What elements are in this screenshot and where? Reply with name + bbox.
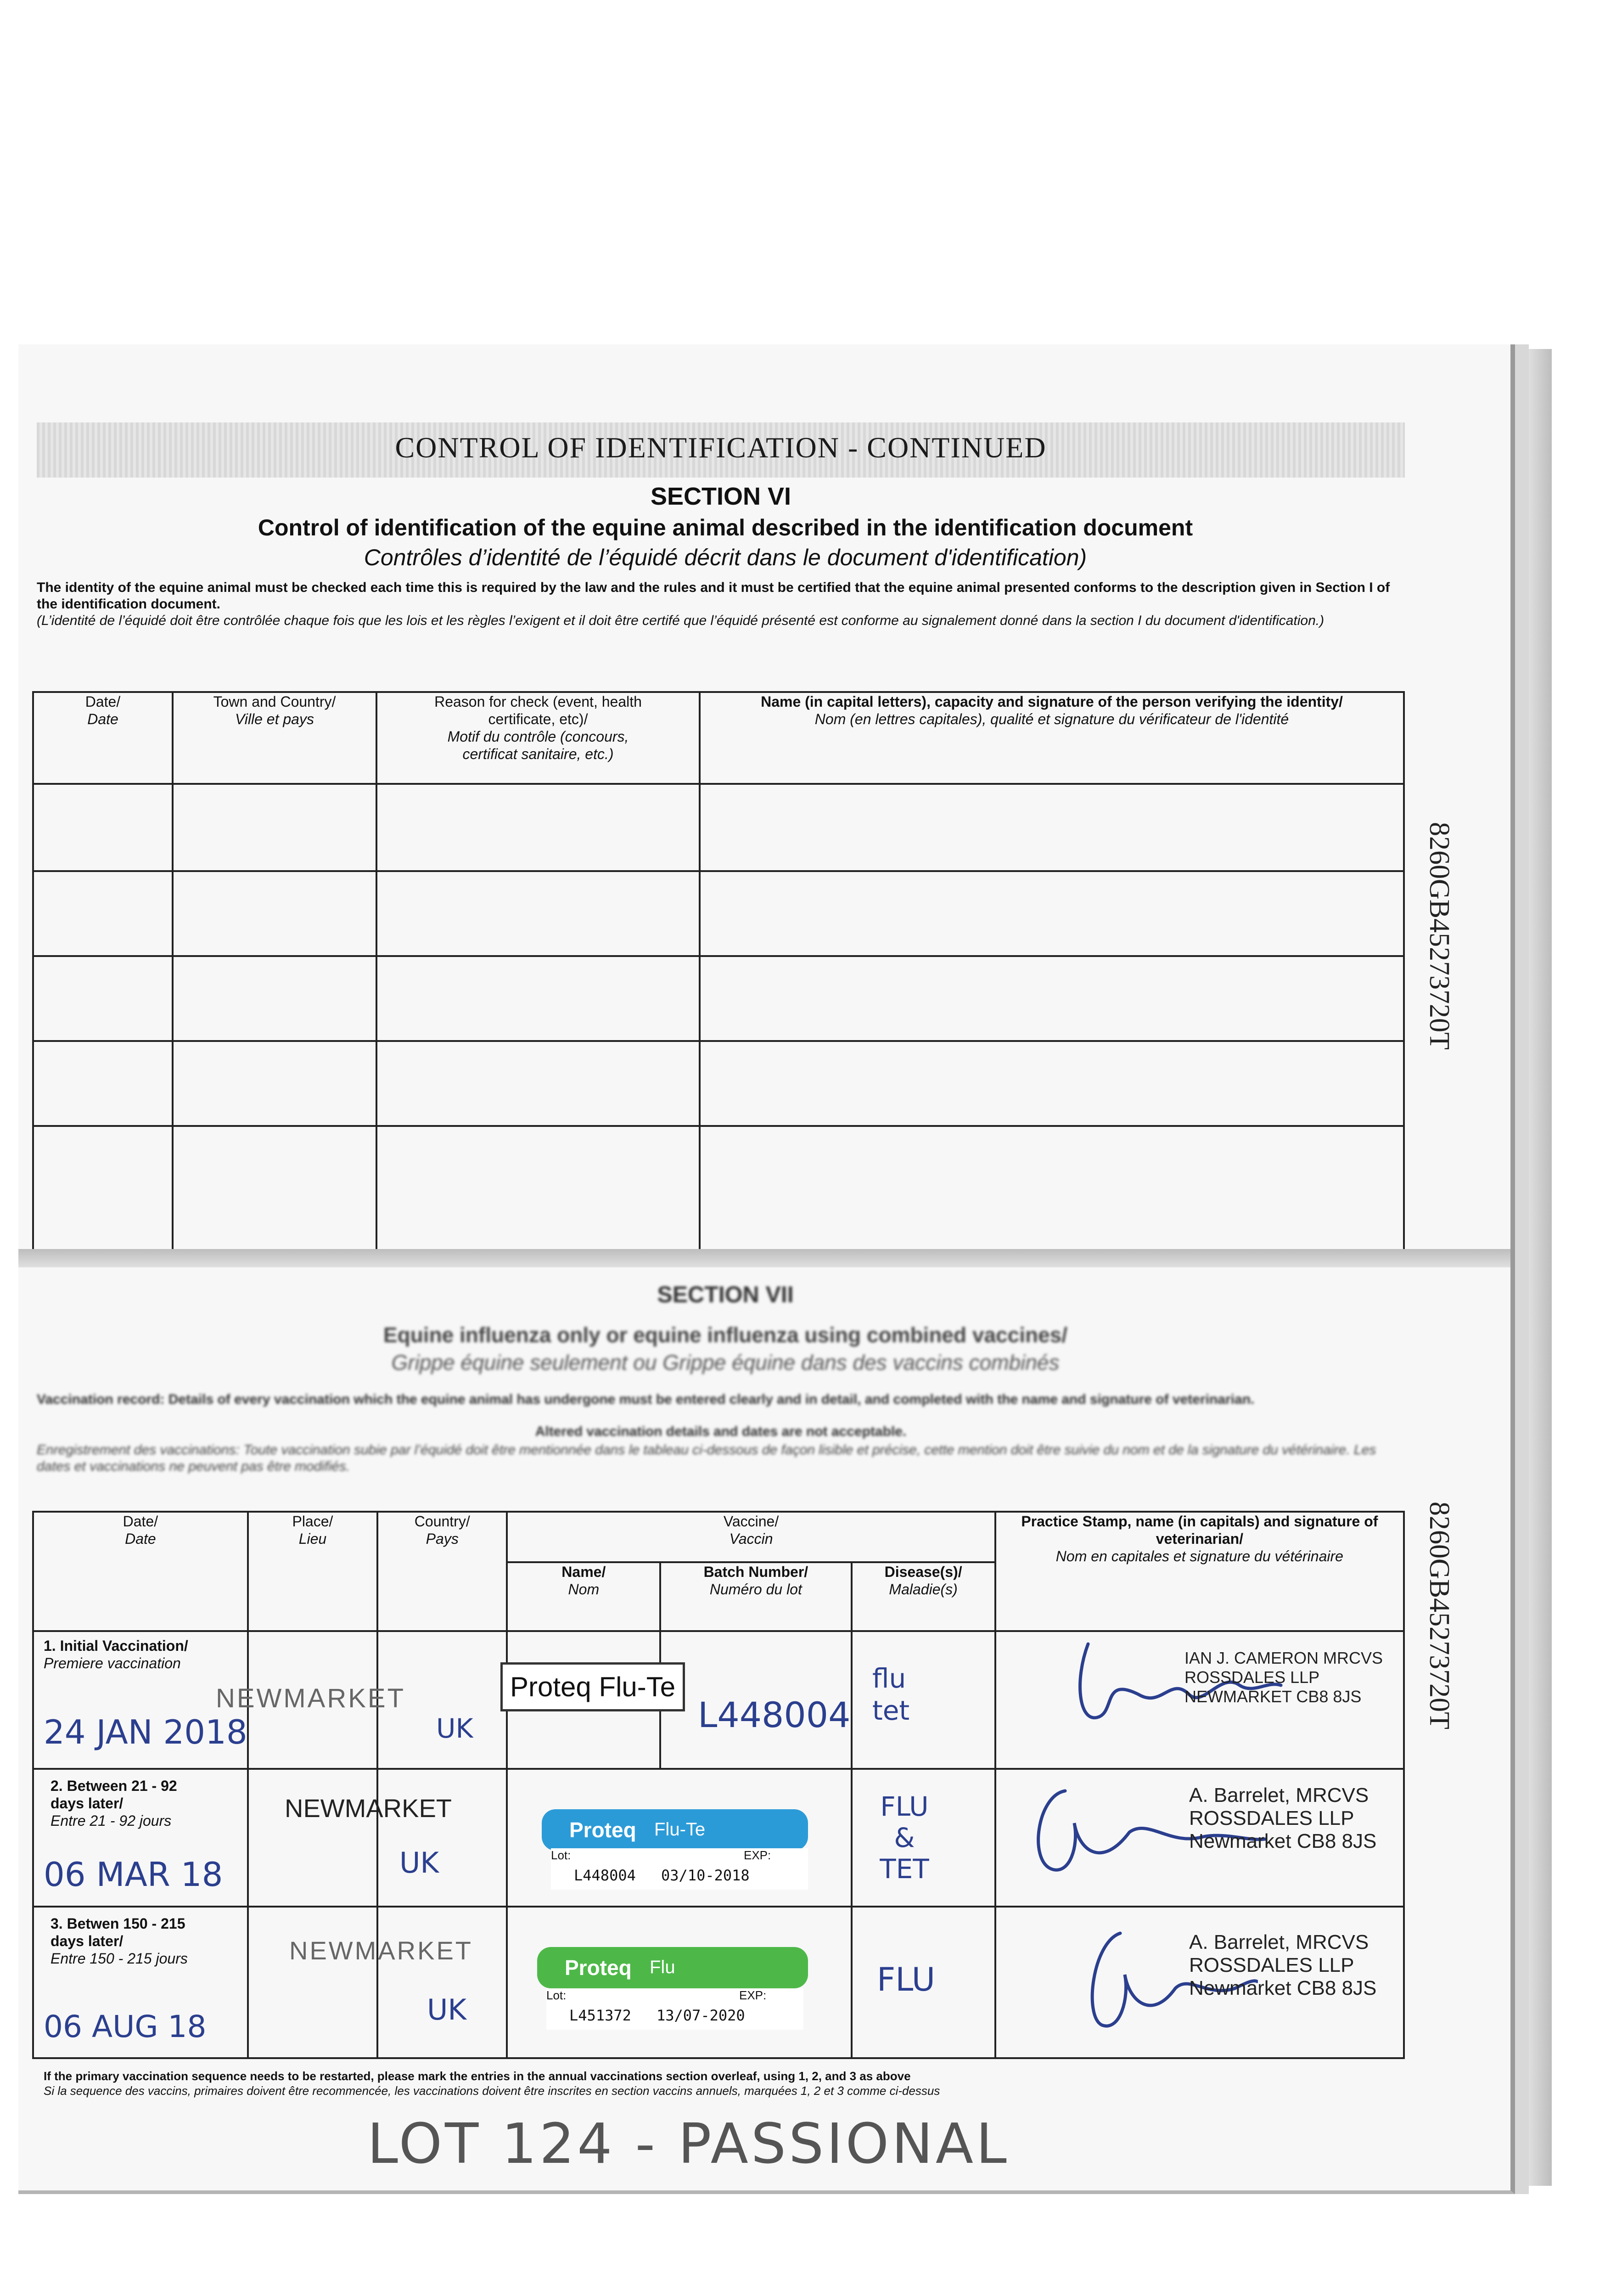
row-3-label: 3. Betwen 150 - 215 days later/ Entre 150 - 215 jours xyxy=(51,1915,188,1967)
row-2-disease: FLU & TET xyxy=(880,1791,929,1885)
section-vi-band xyxy=(37,422,1405,478)
row-2-country: UK xyxy=(399,1846,439,1880)
vacc-col-batch: Batch Number/ Numéro du lot xyxy=(660,1562,851,1631)
row-3-disease: FLU xyxy=(877,1961,936,1998)
identification-table xyxy=(32,691,1405,1267)
section-vii-title-en: Equine influenza only or equine influenza using combined vaccines/ xyxy=(383,1323,1068,1347)
table-cell[interactable] xyxy=(376,956,700,1041)
table-cell[interactable] xyxy=(376,1126,700,1266)
col-verifier: Name (in capital letters), capacity and signature of the person verifying the identity/ Nom (en lettres capitales), qualité et signature du vérificateur de l'identité xyxy=(700,692,1404,784)
table-cell[interactable] xyxy=(376,1041,700,1126)
table-cell[interactable] xyxy=(700,784,1404,871)
sticker-brand: Proteq xyxy=(569,1818,636,1842)
section-vii-record-fr: Enregistrement des vaccinations: Toute vaccination subie par l’équidé doit être mentionnée dans le tableau ci-dessous de façon lisible et précise, cette mention doit être suivie du nom et de la signature du vétérinaire. Les dates et vaccinations ne peuvent pas être modifiés. xyxy=(37,1442,1376,1474)
section-vii-record-en: Vaccination record: Details of every vaccination which the equine animal has undergone must be entered clearly and in detail, and completed with the name and signature of veterinarian. xyxy=(37,1392,1255,1407)
passport-id-lower: 8260GB45273720T xyxy=(1424,1502,1455,1729)
vacc-row-2-country[interactable] xyxy=(377,1769,507,1907)
row-2-sticker xyxy=(542,1809,808,1851)
table-cell[interactable] xyxy=(700,1126,1404,1266)
row-2-place-stamp: NEWMARKET xyxy=(285,1794,452,1823)
table-cell[interactable] xyxy=(173,871,376,956)
row-1-vet-stamp: IAN J. CAMERON MRCVS ROSSDALES LLP NEWMARKET CB8 8JS xyxy=(1184,1649,1383,1706)
row-3-place-stamp: NEWMARKET xyxy=(289,1936,473,1965)
row-2-label: 2. Between 21 - 92 days later/ Entre 21 - 92 jours xyxy=(51,1778,177,1829)
vacc-col-place: Place/ Lieu xyxy=(248,1512,377,1631)
lot-label: LOT 124 - PASSIONAL xyxy=(367,2112,1010,2176)
table-cell[interactable] xyxy=(376,871,700,956)
row-1-disease: flu tet xyxy=(872,1663,910,1726)
table-cell[interactable] xyxy=(700,956,1404,1041)
col-date: Date/ Date xyxy=(33,692,173,784)
row-2-date: 06 MAR 18 xyxy=(44,1855,223,1894)
table-cell[interactable] xyxy=(33,956,173,1041)
band-title: CONTROL OF IDENTIFICATION - CONTINUED xyxy=(395,431,1047,464)
table-cell[interactable] xyxy=(700,871,1404,956)
section-vi-note xyxy=(37,580,1396,629)
section-vi-note-en: The identity of the equine animal must be checked each time this is required by the law and the rules and it must be certified that the equine animal presented conforms to the description given in Section I of the identification document. xyxy=(37,580,1390,612)
table-cell[interactable] xyxy=(173,956,376,1041)
vacc-col-country: Country/ Pays xyxy=(377,1512,507,1631)
row-3-sticker-body: Lot: EXP: L451372 13/07-2020 xyxy=(546,1988,803,2030)
table-cell[interactable] xyxy=(700,1041,1404,1126)
vacc-row-2-place[interactable] xyxy=(248,1769,377,1907)
table-cell[interactable] xyxy=(376,784,700,871)
table-cell[interactable] xyxy=(33,1041,173,1126)
row-1-place-stamp: NEWMARKET xyxy=(216,1683,405,1713)
section-vi-note-fr: (L’identité de l’équidé doit être contrôlée chaque fois que les lois et les règles l’exigent et il doit être certifé que l’équidé présenté est conforme au signalement donné dans la section I du document d'identification.) xyxy=(37,613,1325,628)
vacc-col-date: Date/ Date xyxy=(33,1512,248,1631)
vacc-col-name: Name/ Nom xyxy=(507,1562,660,1631)
section-vi-title-fr: Contrôles d’identité de l’équidé décrit dans le document d'identification) xyxy=(364,545,1087,570)
vacc-col-vaccine: Vaccine/ Vaccin xyxy=(507,1512,995,1562)
passport-id-upper: 8260GB45273720T xyxy=(1424,822,1455,1050)
section-vi-title-en: Control of identification of the equine animal described in the identification document xyxy=(258,515,1193,540)
table-cell[interactable] xyxy=(33,1126,173,1266)
table-cell[interactable] xyxy=(173,1041,376,1126)
row-3-vet-stamp: A. Barrelet, MRCVS ROSSDALES LLP Newmarket CB8 8JS xyxy=(1189,1931,1377,1999)
page-fold xyxy=(18,1249,1510,1267)
table-cell[interactable] xyxy=(173,784,376,871)
table-cell[interactable] xyxy=(33,871,173,956)
vaccination-footer: If the primary vaccination sequence needs to be restarted, please mark the entries in the annual vaccinations section overleaf, using 1, 2, and 3 as above Si la sequence des vaccins, primaires doivent être recommencée, les vaccinations doivent être inscrites en section vaccins annuels, marquées 1, 2 et 3 comme ci-dessus xyxy=(44,2069,940,2098)
sticker-product: Flu xyxy=(650,1957,675,1977)
col-reason: Reason for check (event, health certificate, etc)/ Motif du contrôle (concours, certificat sanitaire, etc.) xyxy=(376,692,700,784)
table-cell[interactable] xyxy=(173,1126,376,1266)
row-1-label: 1. Initial Vaccination/ Premiere vaccination xyxy=(44,1638,188,1671)
table-cell[interactable] xyxy=(33,784,173,871)
row-2-sticker-body: Lot: EXP: L448004 03/10-2018 xyxy=(551,1848,808,1890)
row-1-batch: L448004 xyxy=(698,1694,851,1735)
section-vii-label: SECTION VII xyxy=(657,1282,794,1307)
vacc-col-stamp: Practice Stamp, name (in capitals) and signature of veterinarian/ Nom en capitales et signature du vétérinaire xyxy=(995,1512,1404,1631)
row-3-date: 06 AUG 18 xyxy=(44,2009,207,2044)
sticker-product: Flu-Te xyxy=(654,1819,706,1840)
row-3-sticker xyxy=(537,1947,808,1988)
vacc-row-3-place[interactable] xyxy=(248,1907,377,2058)
section-vii-title-fr: Grippe équine seulement ou Grippe équine dans des vaccins combinés xyxy=(391,1351,1060,1374)
row-1-vaccine-stamp: Proteq Flu-Te xyxy=(500,1662,685,1711)
section-vi-label: SECTION VI xyxy=(650,483,791,510)
col-town-country: Town and Country/ Ville et pays xyxy=(173,692,376,784)
section-vii-record-en2: Altered vaccination details and dates are not acceptable. xyxy=(535,1424,907,1439)
row-1-date: 24 JAN 2018 xyxy=(44,1713,247,1751)
sticker-brand: Proteq xyxy=(565,1956,632,1980)
vacc-col-disease: Disease(s)/ Maladie(s) xyxy=(852,1562,995,1631)
vacc-row-3-country[interactable] xyxy=(377,1907,507,2058)
row-1-country: UK xyxy=(436,1713,473,1744)
row-2-vet-stamp: A. Barrelet, MRCVS ROSSDALES LLP Newmarket CB8 8JS xyxy=(1189,1784,1377,1852)
row-3-country: UK xyxy=(427,1993,467,2026)
